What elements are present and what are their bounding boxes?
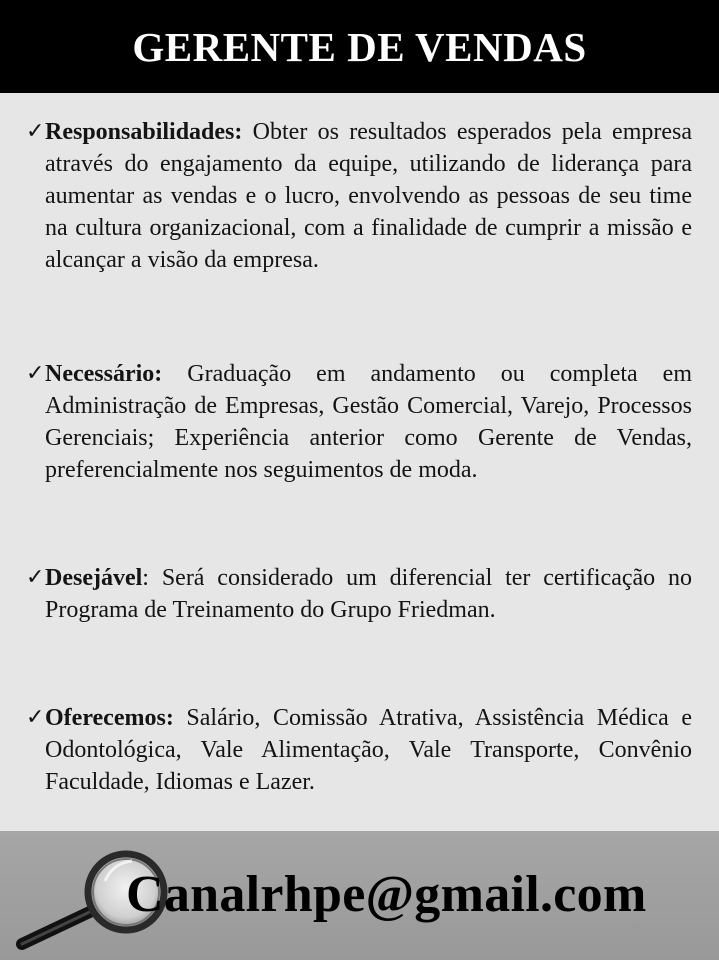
check-icon: ✓	[26, 119, 45, 144]
section-text: Graduação em andamento ou completa em Administração de Empresas, Gestão Comercial, Varejo, Processos Gerenciais; Experiência anterior como Gerente de Vendas, preferencialmente nos seguimentos de moda.	[45, 361, 692, 483]
header-banner	[0, 0, 719, 93]
page-title: GERENTE DE VENDAS	[132, 23, 587, 70]
section-requirements	[26, 358, 692, 486]
contact-email[interactable]: Canalrhpe@gmail.com	[126, 866, 647, 923]
section-text: Obter os resultados esperados pela empresa através do engajamento da equipe, utilizando de liderança para aumentar as vendas e o lucro, envolvendo as pessoas de seu time na cultura organizacional, com a finalidade de cumprir a missão e alcançar a visão da empresa.	[45, 119, 692, 273]
section-label: Responsabilidades:	[45, 119, 243, 145]
section-benefits	[26, 702, 692, 798]
section-label: Oferecemos:	[45, 705, 174, 731]
check-icon: ✓	[26, 361, 45, 386]
footer-contact	[0, 831, 719, 960]
check-icon: ✓	[26, 565, 45, 590]
job-description	[0, 93, 719, 831]
section-label: Necessário:	[45, 361, 163, 387]
section-text: : Será considerado um diferencial ter certificação no Programa de Treinamento do Grupo Friedman.	[45, 565, 692, 623]
section-text: Salário, Comissão Atrativa, Assistência Médica e Odontológica, Vale Alimentação, Vale Transporte, Convênio Faculdade, Idiomas e Lazer.	[45, 705, 692, 795]
check-icon: ✓	[26, 705, 45, 730]
section-desirable	[26, 562, 692, 626]
section-label: Desejável	[45, 565, 143, 591]
section-responsibilities	[26, 116, 692, 276]
